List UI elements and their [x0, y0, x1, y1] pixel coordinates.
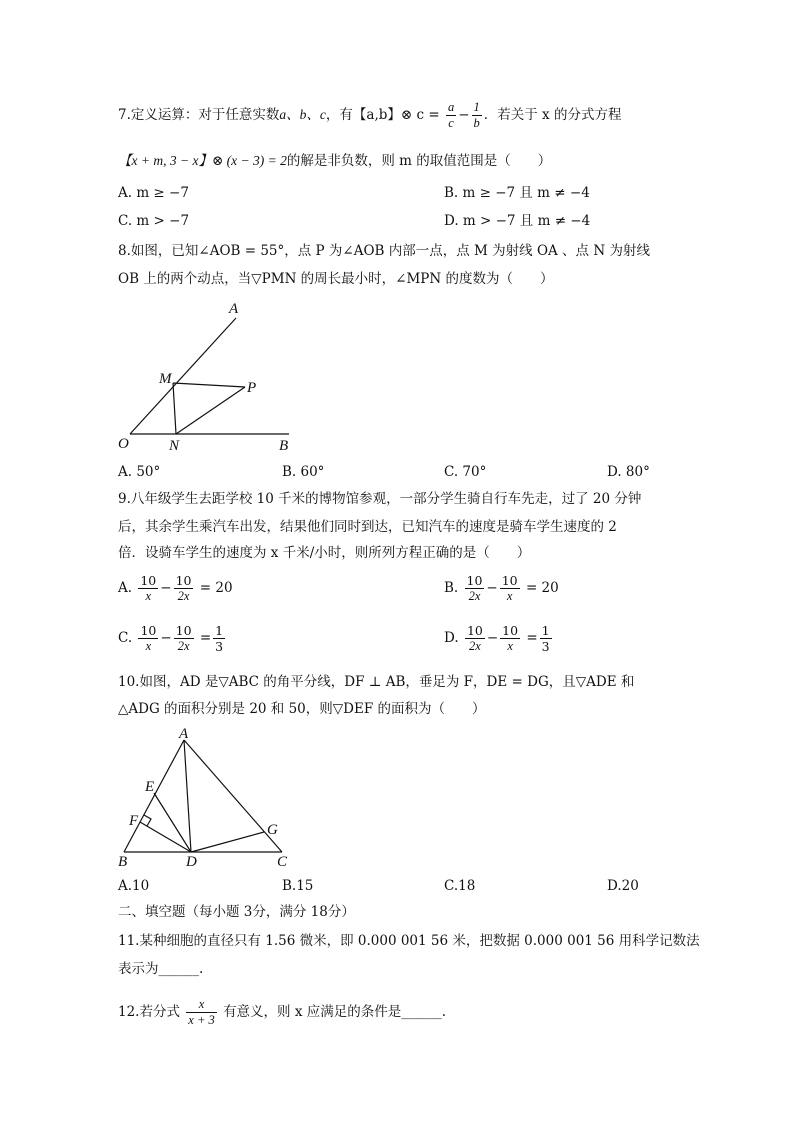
q10-option-d[interactable]: D.20 — [607, 878, 639, 894]
q11-line2: 表示为______. — [118, 961, 204, 977]
label-o: O — [118, 436, 129, 452]
segment-dg — [191, 832, 264, 852]
section-heading: 二、填空题（每小题 3分，满分 18分） — [118, 904, 355, 920]
side-ab — [124, 740, 184, 852]
q7-option-a[interactable]: A. m ≥ −7 — [118, 185, 189, 201]
label-a10: A — [179, 726, 189, 742]
label-b: B — [279, 438, 289, 454]
segment-np — [176, 387, 245, 434]
q8-option-a[interactable]: A. 50° — [118, 464, 161, 480]
q9-line2: 后，其余学生乘汽车出发，结果他们同时到达，已知汽车的速度是骑车学生速度的 2 — [118, 519, 617, 535]
q9-line3: 倍．设骑车学生的速度为 x 千米/小时，则所列方程正确的是（ ） — [118, 545, 531, 561]
label-d: D — [186, 854, 197, 870]
q8-line2: OB 上的两个动点，当▽PMN 的周长最小时，∠MPN 的度数为（ ） — [118, 271, 554, 287]
segment-df — [140, 822, 191, 852]
segment-ad — [184, 740, 191, 852]
q7-line1: 7.定义运算：对于任意实数a、b、c，有【a,b】⊗ c = $\frac{a}{c}$ − $\frac{1}{b}$ ．若关于 x 的分式方程 — [118, 100, 622, 130]
side-ac — [184, 740, 282, 852]
right-angle-mark — [144, 815, 151, 826]
q8-option-b[interactable]: B. 60° — [282, 464, 325, 480]
label-b10: B — [118, 854, 128, 870]
q9-option-d[interactable]: D. $\frac{10}{2x}$ − $\frac{10}{x}$ = $\frac{1}{3}$ — [444, 623, 550, 654]
q10-option-a[interactable]: A.10 — [118, 878, 150, 894]
q10-option-c[interactable]: C.18 — [444, 878, 476, 894]
segment-mn — [173, 383, 176, 434]
label-g: G — [267, 822, 278, 838]
label-p: P — [247, 380, 257, 396]
fraction-a-over-c: $\frac{a}{c}$ — [447, 100, 455, 130]
segment-de — [154, 793, 191, 852]
q12-line: 12.若分式 $\frac{x}{x + 3}$ 有意义，则 x 应满足的条件是______. — [118, 997, 447, 1027]
q9-option-a[interactable]: A. $\frac{10}{x}$ − $\frac{10}{2x}$ = 20 — [118, 573, 233, 603]
label-m: M — [159, 371, 172, 387]
label-f: F — [129, 813, 139, 829]
label-n: N — [169, 438, 180, 454]
q7-line2: 【x + m, 3 − x】⊗ (x − 3) = 2的解是非负数，则 m 的取值范围是（ ） — [118, 153, 552, 169]
q9-line1: 9.八年级学生去距学校 10 千米的博物馆参观，一部分学生骑自行车先走，过了 20 分钟 — [118, 491, 642, 507]
q8-line1: 8.如图，已知∠AOB = 55°，点 P 为∠AOB 内部一点，点 M 为射线 OA 、点 N 为射线 — [118, 243, 650, 259]
q10-line2: △ADG 的面积分别是 20 和 50，则▽DEF 的面积为（ ） — [118, 701, 486, 717]
fraction-x-over-x-plus-3: $\frac{x}{x + 3}$ — [188, 997, 215, 1027]
label-c: C — [277, 854, 288, 870]
q10-option-b[interactable]: B.15 — [282, 878, 314, 894]
q7-option-c[interactable]: C. m > −7 — [118, 213, 190, 229]
q10-line1: 10.如图，AD 是▽ABC 的角平分线，DF ⊥ AB，垂足为 F，DE = DG，且▽ADE 和 — [118, 674, 635, 690]
q9-option-b[interactable]: B. $\frac{10}{2x}$ − $\frac{10}{x}$ = 20 — [444, 573, 559, 603]
q9-option-c[interactable]: C. $\frac{10}{x}$ − $\frac{10}{2x}$ = $\frac{1}{3}$ — [118, 623, 224, 654]
q7-option-b[interactable]: B. m ≥ −7 且 m ≠ −4 — [444, 185, 590, 201]
fraction-1-over-b: $\frac{1}{b}$ — [473, 100, 480, 130]
q8-option-d[interactable]: D. 80° — [607, 464, 650, 480]
label-a: A — [229, 301, 239, 317]
q7-option-d[interactable]: D. m > −7 且 m ≠ −4 — [444, 213, 591, 229]
label-e: E — [145, 779, 155, 795]
q11-line1: 11.某种细胞的直径只有 1.56 微米，即 0.000 001 56 米，把数据 0.000 001 56 用科学记数法 — [118, 933, 700, 949]
segment-mp — [173, 383, 245, 387]
ray-oa — [130, 318, 236, 434]
q8-option-c[interactable]: C. 70° — [444, 464, 487, 480]
